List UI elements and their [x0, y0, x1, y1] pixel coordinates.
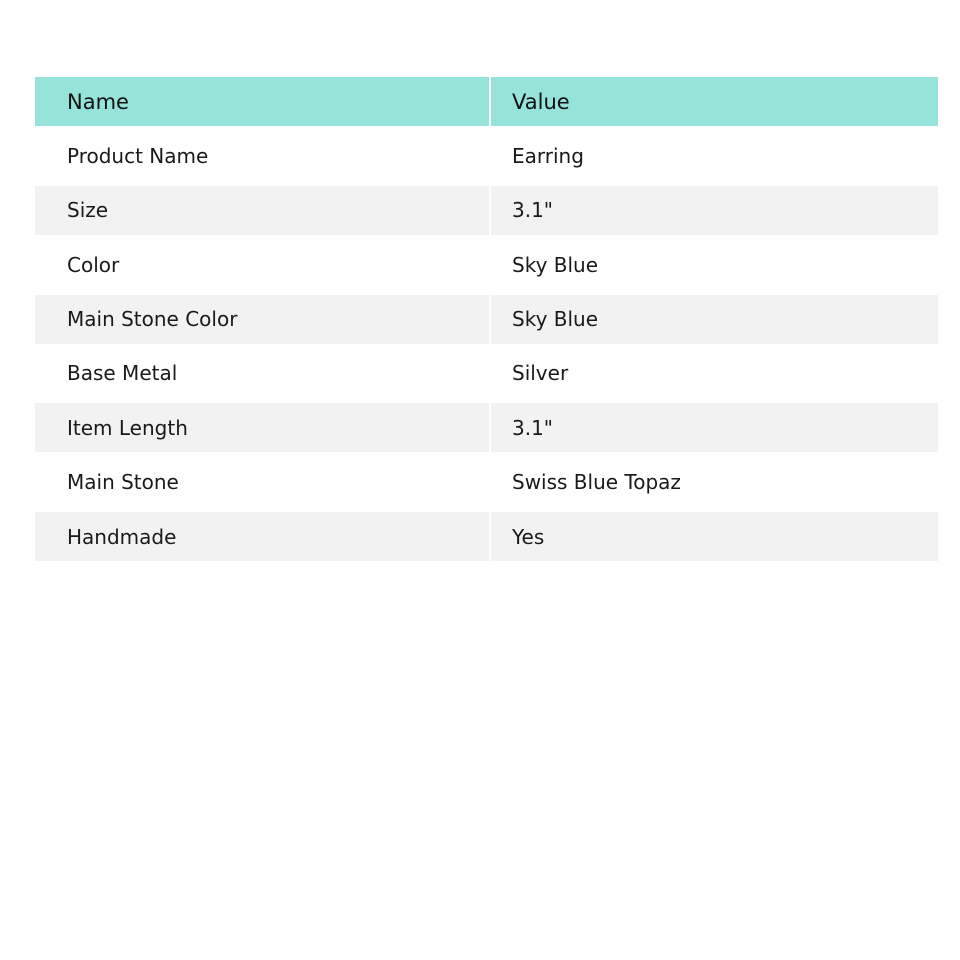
table-row	[35, 295, 938, 344]
cell-value: 3.1"	[490, 403, 938, 452]
table-row	[35, 131, 938, 180]
cell-value: Sky Blue	[490, 295, 938, 344]
table-row	[35, 403, 938, 452]
cell-name: Size	[67, 198, 109, 223]
cell-name: Handmade	[67, 524, 177, 549]
column-header-name: Name	[67, 89, 129, 114]
cell-value: 3.1"	[490, 186, 938, 235]
cell-name: Main Stone	[67, 470, 179, 495]
cell-name: Base Metal	[67, 361, 178, 386]
table-row	[35, 186, 938, 235]
table-row	[35, 512, 938, 561]
cell-value: Earring	[490, 131, 938, 180]
table-row	[35, 458, 938, 507]
column-header-value: Value	[490, 77, 938, 126]
cell-name: Main Stone Color	[67, 307, 238, 332]
cell-value: Swiss Blue Topaz	[490, 458, 938, 507]
cell-value: Yes	[490, 512, 938, 561]
product-spec-table	[35, 77, 938, 561]
table-row	[35, 240, 938, 289]
cell-value: Sky Blue	[490, 240, 938, 289]
table-row	[35, 349, 938, 398]
table-header-row	[35, 77, 938, 126]
cell-value: Silver	[490, 349, 938, 398]
cell-name: Item Length	[67, 415, 188, 440]
table-body	[35, 126, 938, 561]
cell-name: Product Name	[67, 143, 209, 168]
cell-name: Color	[67, 252, 120, 277]
table-header	[35, 77, 938, 126]
